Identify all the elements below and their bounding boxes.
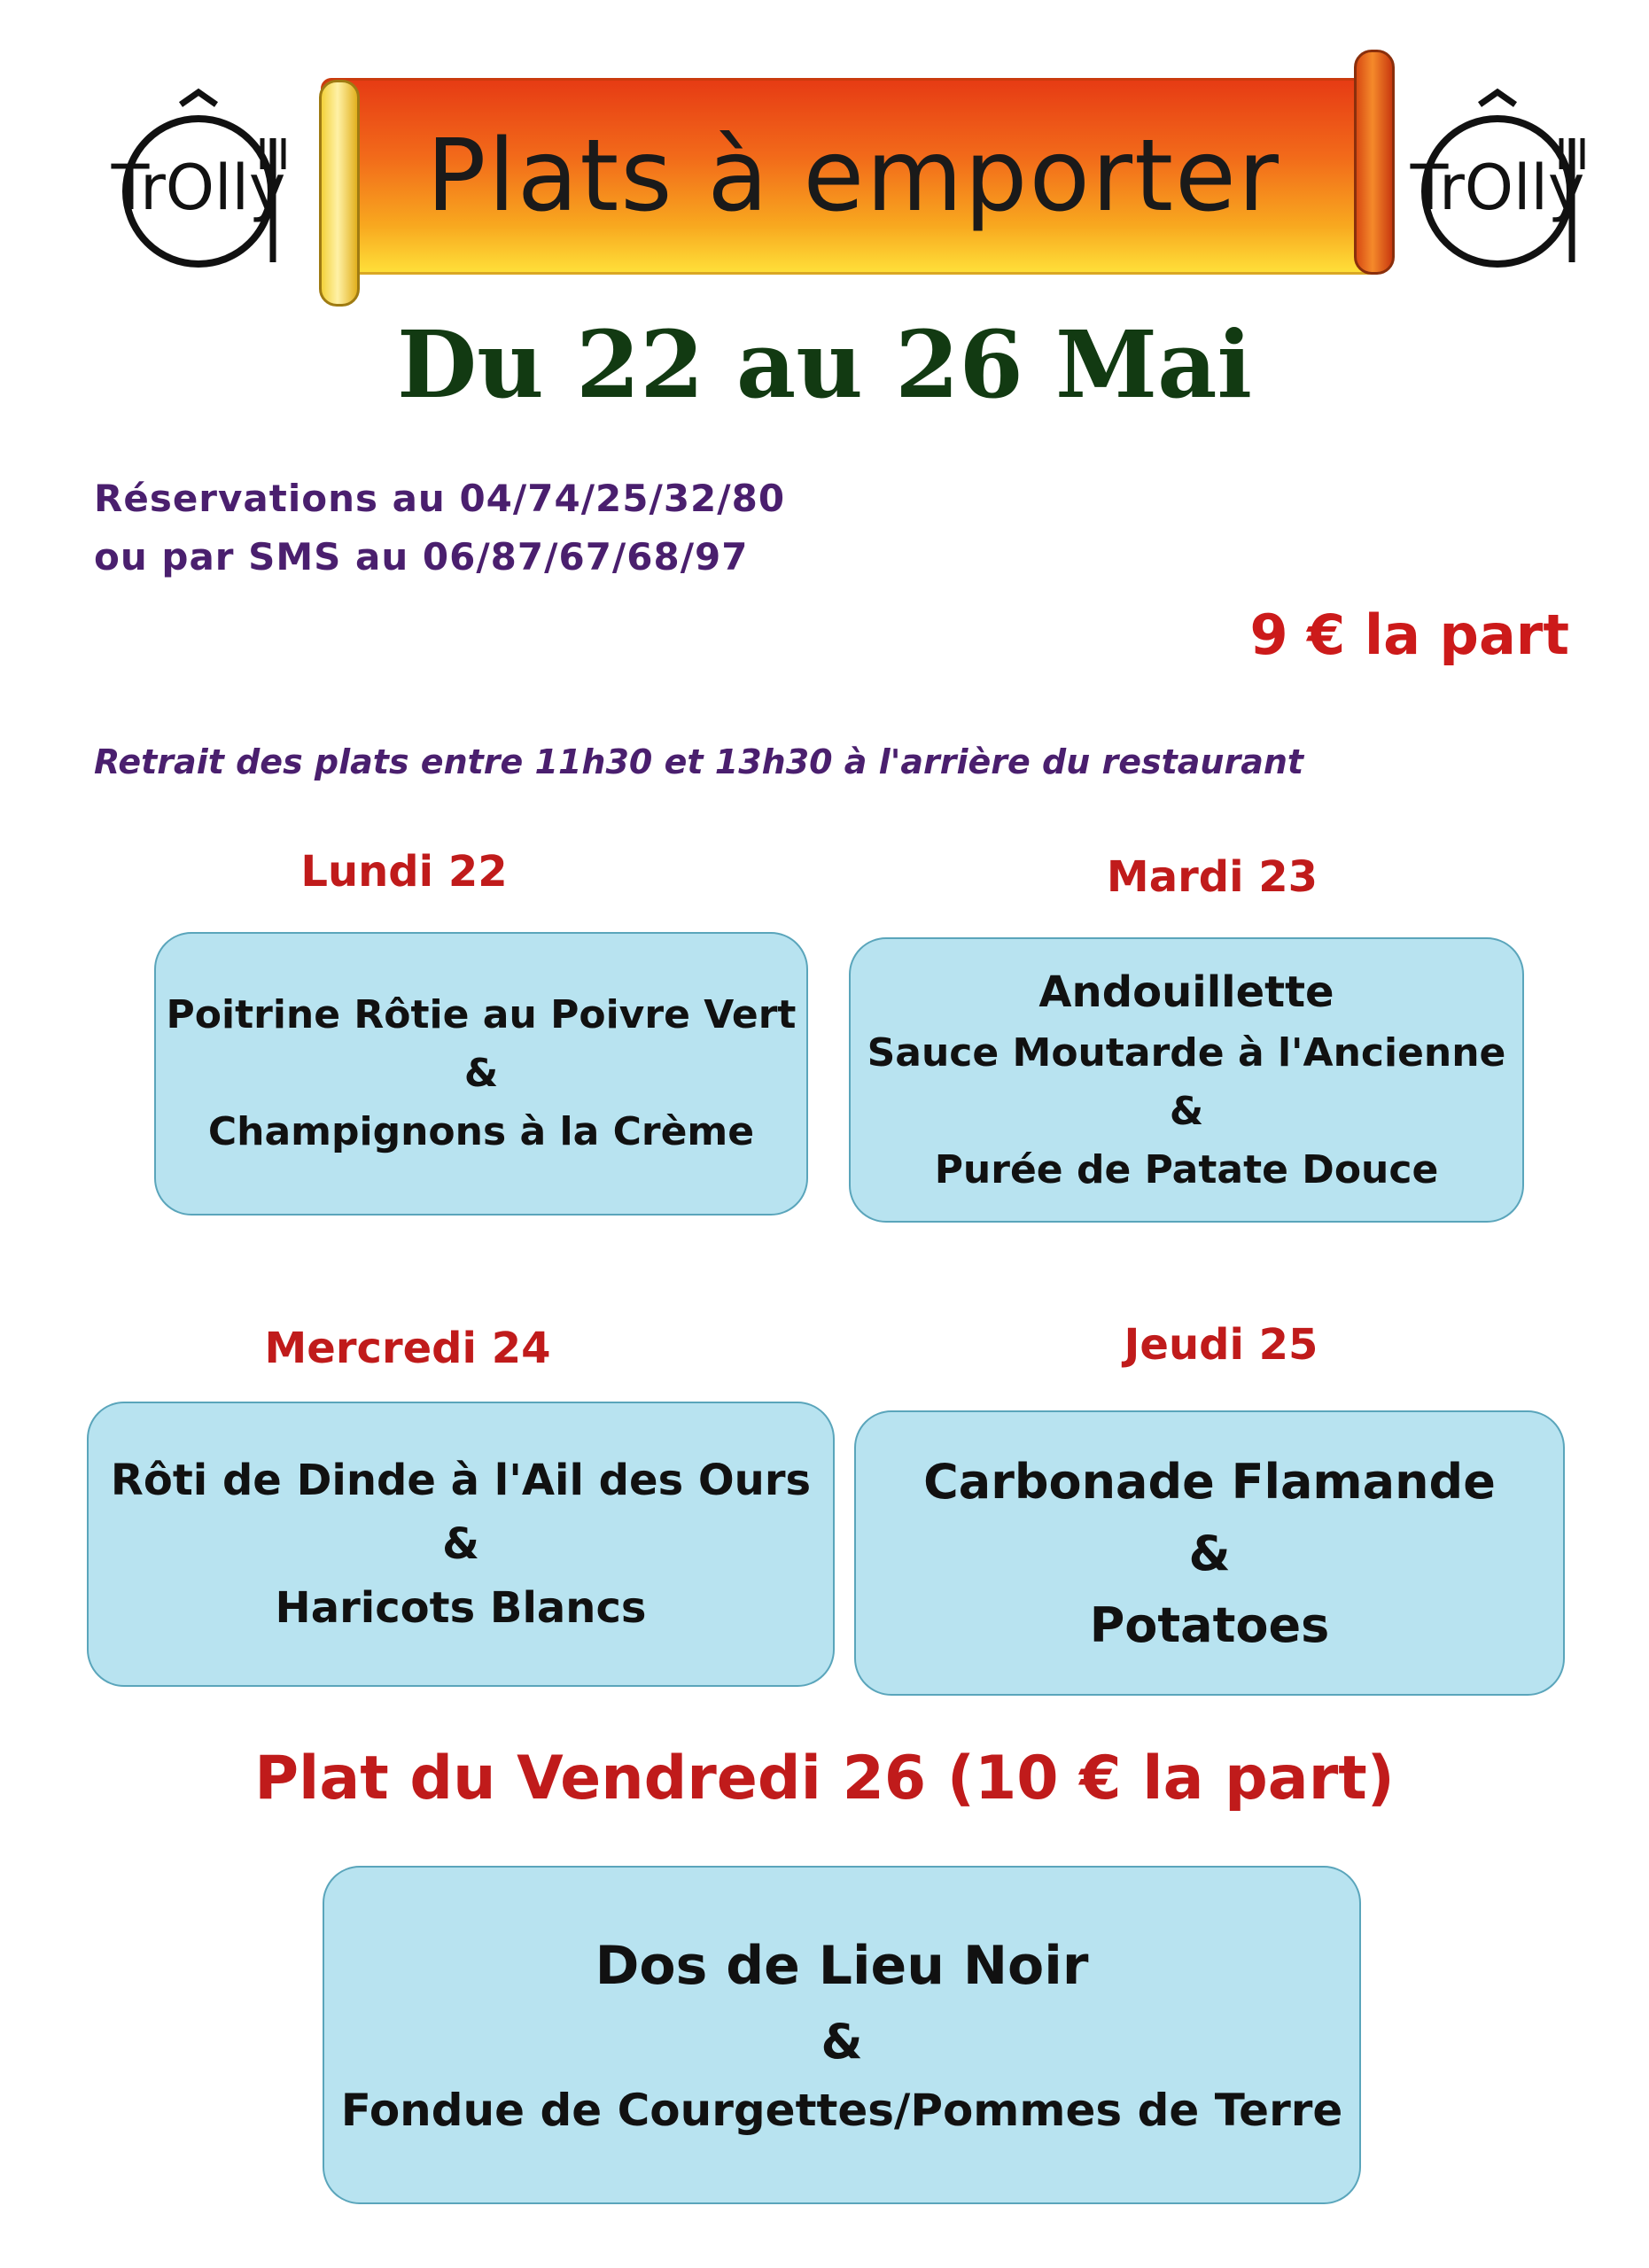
reservation-sms: ou par SMS au 06/87/67/68/97 xyxy=(94,535,749,579)
trolly-logo-right-icon xyxy=(1409,85,1586,271)
pickup-info: Retrait des plats entre 11h30 et 13h30 à l'arrière du restaurant xyxy=(94,742,1304,781)
dish-line: & xyxy=(463,1051,499,1096)
dish-line: Carbonade Flamande xyxy=(923,1453,1496,1510)
menu-box-monday xyxy=(154,932,808,1216)
dish-line: Sauce Moutarde à l'Ancienne xyxy=(867,1030,1506,1076)
day-label-monday: Lundi 22 xyxy=(300,847,508,897)
dish-line: & xyxy=(442,1519,479,1569)
dish-line: Haricots Blancs xyxy=(275,1583,647,1633)
trolly-logo-left-icon xyxy=(110,85,287,271)
price-per-portion: 9 € la part xyxy=(1249,602,1569,667)
dish-line: Purée de Patate Douce xyxy=(934,1147,1439,1192)
dish-line: & xyxy=(1188,1525,1231,1581)
banner-title: Plats à emporter xyxy=(426,119,1280,234)
menu-box-friday xyxy=(323,1866,1361,2204)
menu-box-wednesday xyxy=(87,1402,835,1687)
dish-line: Rôti de Dinde à l'Ail des Ours xyxy=(110,1456,812,1505)
dish-line: Potatoes xyxy=(1089,1596,1330,1653)
svg-text:TrOlly: TrOlly xyxy=(1410,151,1585,224)
date-range-heading: Du 22 au 26 Mai xyxy=(396,310,1253,419)
reservation-phone: Réservations au 04/74/25/32/80 xyxy=(94,477,786,520)
menu-box-tuesday xyxy=(849,937,1524,1223)
dish-line: Fondue de Courgettes/Pommes de Terre xyxy=(340,2085,1343,2136)
day-label-thursday: Jeudi 25 xyxy=(1124,1320,1318,1370)
dish-line: & xyxy=(1169,1089,1204,1134)
dish-line: Andouillette xyxy=(1038,967,1334,1017)
day-label-wednesday: Mercredi 24 xyxy=(264,1324,551,1373)
dish-line: Dos de Lieu Noir xyxy=(595,1935,1089,1997)
dish-line: & xyxy=(821,2014,863,2070)
dish-line: Champignons à la Crème xyxy=(207,1109,755,1154)
friday-dish-title: Plat du Vendredi 26 (10 € la part) xyxy=(254,1744,1395,1814)
menu-box-thursday xyxy=(854,1410,1565,1696)
dish-line: Poitrine Rôtie au Poivre Vert xyxy=(166,992,797,1037)
svg-text:TrOlly: TrOlly xyxy=(111,151,286,224)
day-label-tuesday: Mardi 23 xyxy=(1106,852,1318,902)
